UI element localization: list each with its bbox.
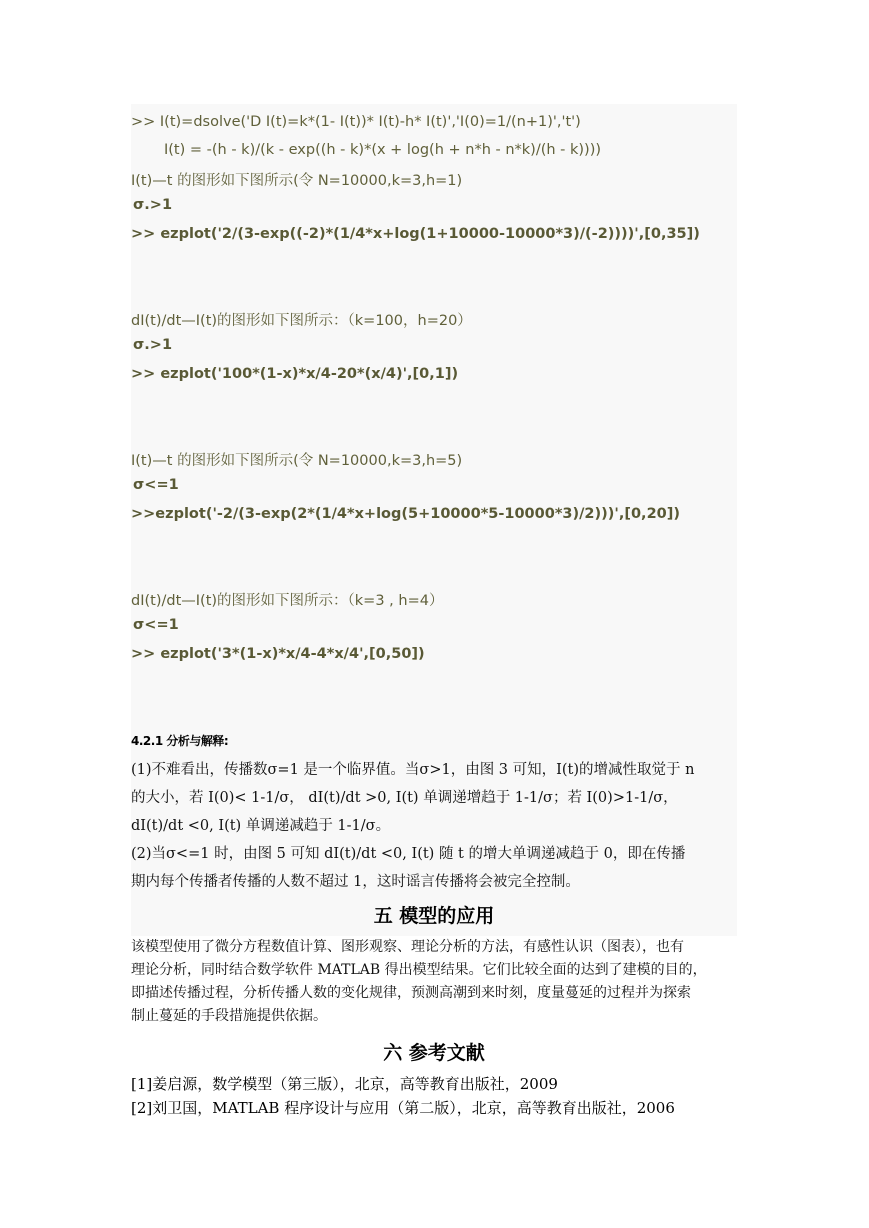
- section5-line2: 理论分析，同时结合数学软件 MATLAB 得出模型结果。它们比较全面的达到了建模的目的，: [131, 962, 707, 978]
- analysis-para2-line1: (2)当σ<=1 时，由图 5 可知 dI(t)/dt <0, I(t) 随 t 的增大单调递减趋于 0，即在传播: [131, 846, 686, 862]
- plot3-condition: σ<=1: [133, 477, 179, 493]
- reference-2: [2]刘卫国，MATLAB 程序设计与应用（第二版），北京，高等教育出版社，2006: [131, 1099, 675, 1117]
- plot3-ezplot-command: >>ezplot('-2/(3-exp(2*(1/4*x+log(5+10000*5-10000*3)/2)))',[0,20]): [131, 506, 680, 522]
- plot1-caption: I(t)—t 的图形如下图所示(令 N=10000,k=3,h=1): [131, 173, 463, 189]
- plot1-condition: σ.>1: [133, 197, 173, 213]
- plot2-ezplot-command: >> ezplot('100*(1-x)*x/4-20*(x/4)',[0,1]): [131, 366, 459, 382]
- plot2-condition: σ.>1: [133, 337, 173, 353]
- analysis-para1-line3: dI(t)/dt <0, I(t) 单调递减趋于 1-1/σ。: [131, 818, 391, 834]
- reference-1: [1]姜启源，数学模型（第三版），北京，高等教育出版社，2009: [131, 1075, 558, 1093]
- analysis-subheading: 4.2.1 分析与解释:: [131, 734, 229, 748]
- analysis-para1-line1: (1)不难看出，传播数σ=1 是一个临界值。当σ>1，由图 3 可知，I(t)的增减性取觉于 n: [131, 762, 695, 778]
- section6-title: 六 参考文献: [383, 1042, 485, 1064]
- analysis-para2-line2: 期内每个传播者传播的人数不超过 1，这时谣言传播将会被完全控制。: [131, 874, 580, 890]
- plot1-ezplot-command: >> ezplot('2/(3-exp((-2)*(1/4*x+log(1+10000-10000*3)/(-2))))',[0,35]): [131, 226, 700, 242]
- section5-line4: 制止蔓延的手段措施提供依据。: [131, 1008, 327, 1024]
- dsolve-result: I(t) = -(h - k)/(k - exp((h - k)*(x + log(h + n*h - n*k)/(h - k)))): [164, 142, 602, 158]
- dsolve-command: >> I(t)=dsolve('D I(t)=k*(1- I(t))* I(t)-h* I(t)','I(0)=1/(n+1)','t'): [131, 114, 581, 130]
- plot4-condition: σ<=1: [133, 617, 179, 633]
- plot4-ezplot-command: >> ezplot('3*(1-x)*x/4-4*x/4',[0,50]): [131, 646, 425, 662]
- plot2-caption: dI(t)/dt—I(t)的图形如下图所示：（k=100，h=20）: [131, 313, 472, 329]
- section5-line3: 即描述传播过程，分析传播人数的变化规律，预测高潮到来时刻，度量蔓延的过程并为探索: [131, 985, 691, 1001]
- section5-line1: 该模型使用了微分方程数值计算、图形观察、理论分析的方法，有感性认识（图表），也有: [131, 939, 684, 955]
- analysis-para1-line2: 的大小，若 I(0)< 1-1/σ， dI(t)/dt >0, I(t) 单调递增趋于 1-1/σ；若 I(0)>1-1/σ，: [131, 790, 678, 806]
- plot4-caption: dI(t)/dt—I(t)的图形如下图所示：（k=3 , h=4）: [131, 593, 444, 609]
- plot3-caption: I(t)—t 的图形如下图所示(令 N=10000,k=3,h=5): [131, 453, 463, 469]
- section5-title: 五 模型的应用: [373, 905, 495, 927]
